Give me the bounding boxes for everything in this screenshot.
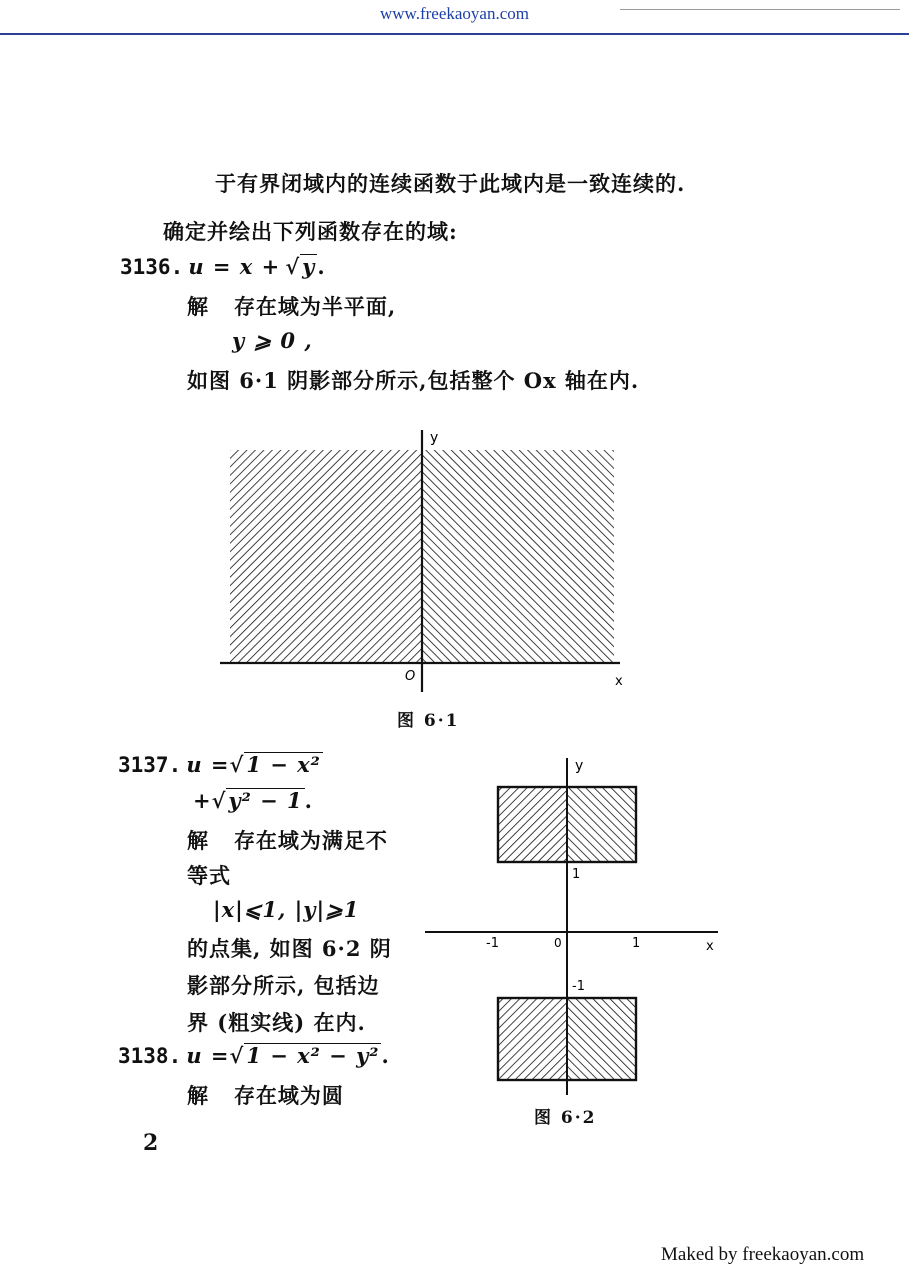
formula-prefix: u = [186,752,230,777]
tick-label-neg1-x: -1 [486,936,499,951]
formula-suffix: . [304,788,313,813]
problem-3138-number: 3138. [118,1044,182,1068]
tick-label-neg1-y: -1 [572,979,585,994]
tick-label-pos1-y: 1 [572,867,581,882]
problem-3136-note: 如图 6·1 阴影部分所示,包括整个 Ox 轴在内. [187,368,640,393]
problem-3138-formula [118,1043,390,1068]
formula-suffix: . [381,1043,390,1068]
problem-3137-explain-3: 界 (粗实线) 在内. [187,1010,366,1035]
problem-3137-inequality: |x|⩽1, |y|⩾1 [213,897,360,922]
problem-3137-formula-line1 [118,752,323,777]
figure-6-2 [420,750,720,1100]
radicand-2: y² − 1 [228,788,303,813]
tick-label-pos1-x: 1 [632,936,641,951]
problem-3137-number: 3137. [118,753,182,777]
problem-3136-formula-prefix: u = x + [188,254,281,279]
solution-text: 存在域为圆 [233,1083,344,1108]
problem-3137-solution-cont: 等式 [187,863,231,888]
problem-3137-explain-2: 影部分所示, 包括边 [187,973,380,998]
problem-3137-formula-line2 [193,788,313,813]
formula-plus: + [193,788,212,813]
x-axis-label: x [706,939,714,954]
problem-3136-radicand: y [302,254,316,279]
header-url[interactable]: www.freekaoyan.com [380,4,529,23]
radicand: 1 − x² − y² [246,1043,380,1068]
sqrt-symbol: √ [211,788,227,813]
formula-prefix: u = [186,1043,230,1068]
header-rule-thin [620,9,900,10]
problem-3136-suffix: . [317,254,326,279]
shaded-region-left [230,450,422,663]
sqrt-symbol: √ [229,752,245,777]
x-axis-label: x [615,674,623,689]
problem-3137-solution [187,825,388,855]
solution-label: 解 [187,1083,209,1108]
solution-text: 存在域为半平面, [233,294,397,319]
problem-3138-solution [187,1080,344,1110]
problem-3136-number: 3136. [120,255,184,279]
solution-label: 解 [187,294,209,319]
figure-6-2-caption: 图 6·2 [534,1108,597,1128]
intro-line: 于有界闭域内的连续函数于此域内是一致连续的. [215,171,686,196]
y-axis-label: y [575,758,584,774]
sqrt-symbol: √ [229,1043,245,1068]
shaded-upper-left [498,787,567,862]
solution-label: 解 [187,828,209,853]
y-axis-label: y [430,430,439,446]
shaded-upper-right [567,787,636,862]
problem-3136-condition: y ⩾ 0 , [232,328,313,353]
header-rule [0,33,909,35]
shaded-lower-right [567,998,636,1080]
footer-credit: Maked by freekaoyan.com [661,1244,865,1265]
problem-3136-solution [187,291,396,321]
radicand-1: 1 − x² [246,752,321,777]
figure-6-1-caption: 图 6·1 [397,711,460,731]
problem-3136-formula [120,254,326,279]
problem-3137-explain-1: 的点集, 如图 6·2 阴 [187,936,392,961]
origin-label: O [405,669,416,684]
origin-label: 0 [554,936,562,950]
solution-text: 存在域为满足不 [233,828,388,853]
page-number: 2 [143,1130,159,1156]
shaded-lower-left [498,998,567,1080]
sqrt-symbol: √ [285,254,301,279]
section-heading: 确定并绘出下列函数存在的域: [163,219,458,244]
shaded-region-right [422,450,614,663]
figure-6-1 [200,420,640,700]
